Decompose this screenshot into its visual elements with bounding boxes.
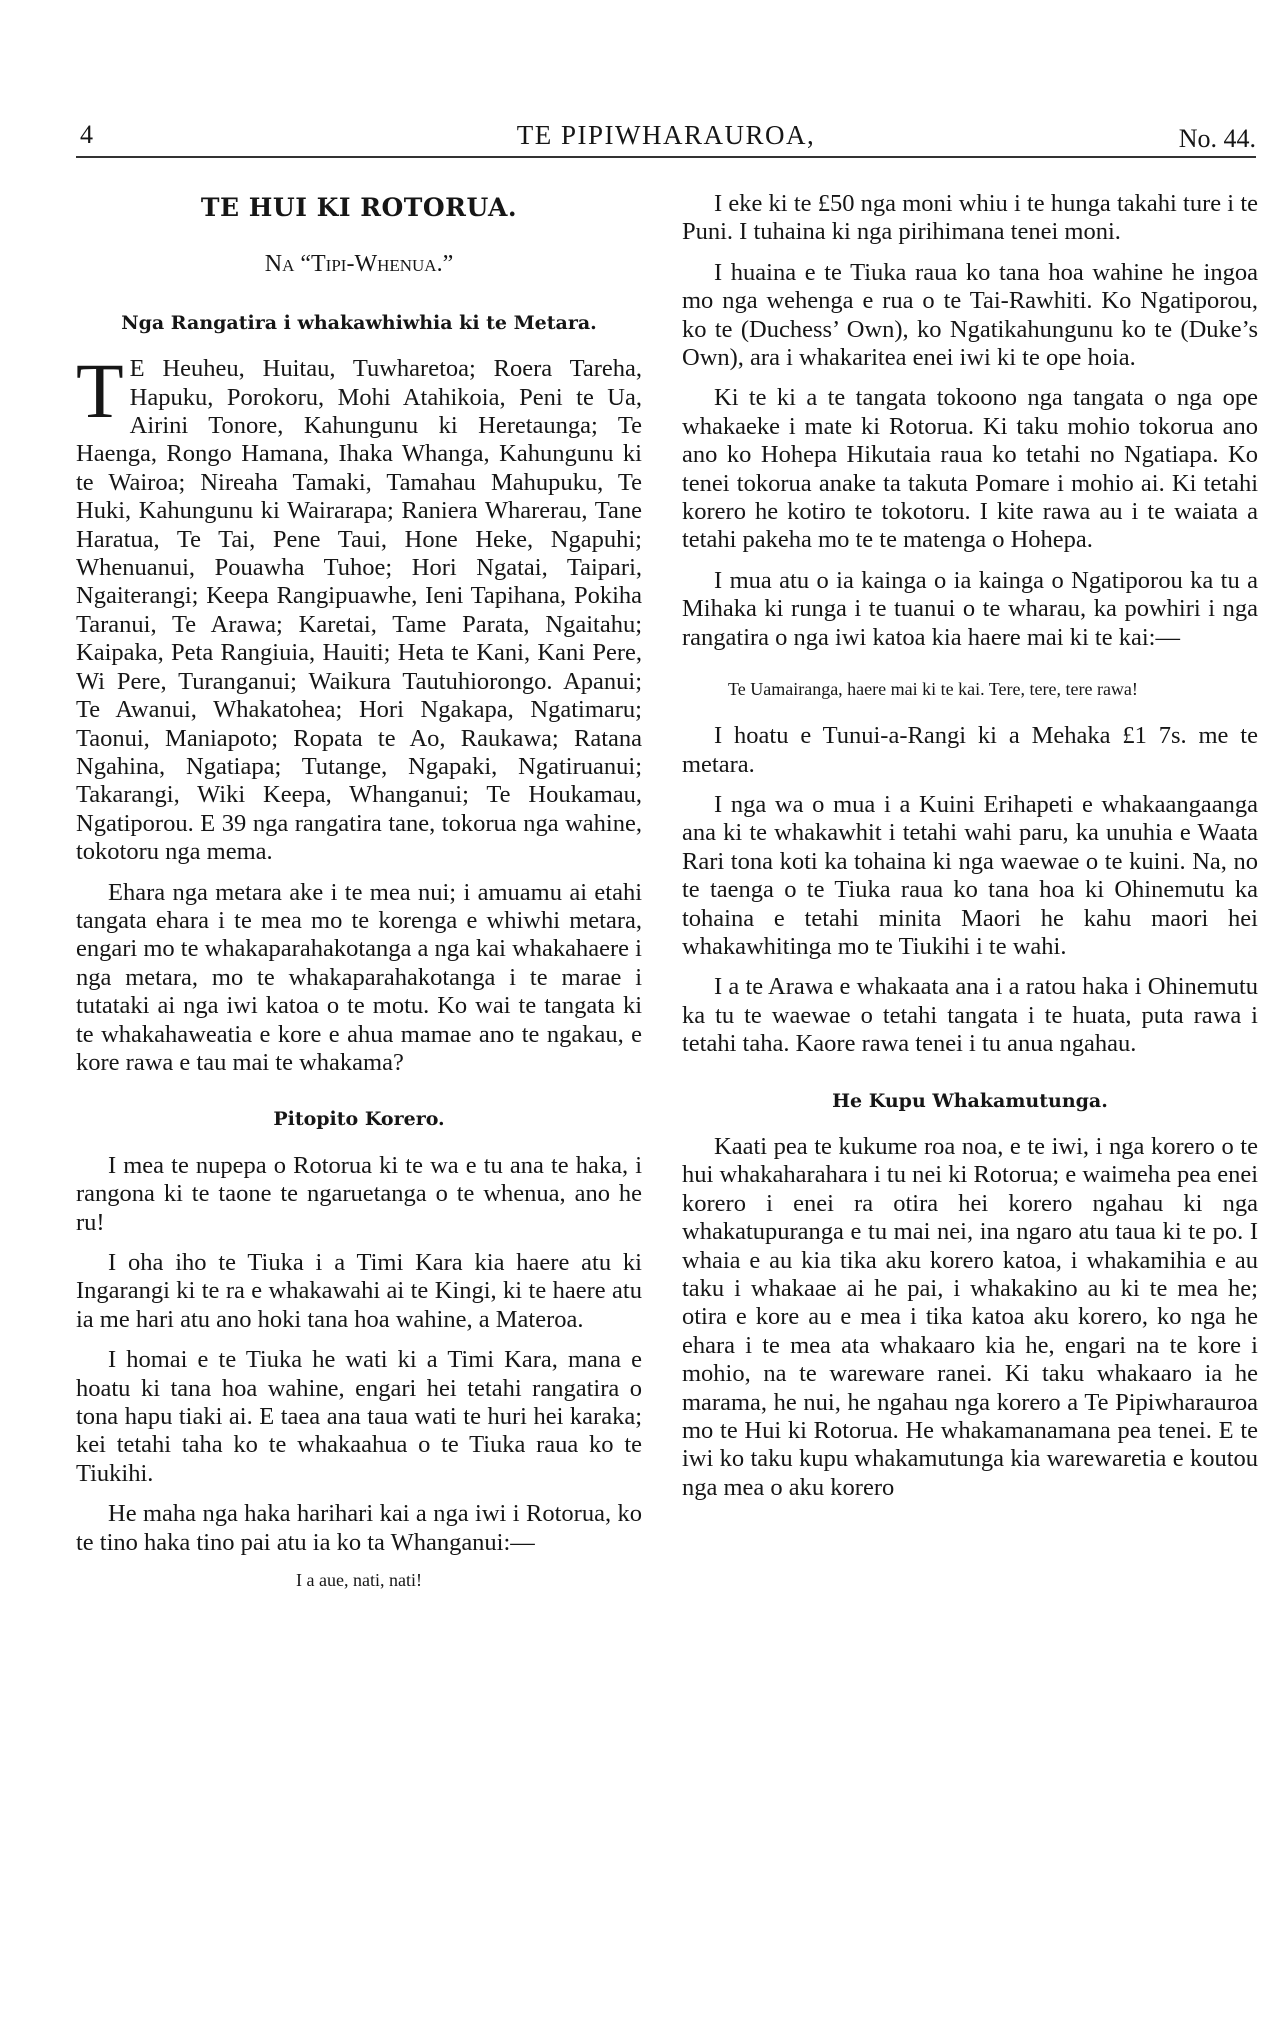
right-column — [682, 190, 1258, 1514]
paragraph: I mea te nupepa o Rotorua ki te wa e tu ana te haka, i rangona ki te taone te ngaruetanga o te whenua, ano he ru! — [76, 1151, 642, 1236]
left-column — [76, 188, 642, 1609]
drop-cap: T — [76, 347, 124, 435]
paragraph: I hoatu e Tunui-a-Rangi ki a Mehaka £1 7s. me te metara. — [682, 722, 1258, 778]
paragraph: Ki te ki a te tangata tokoono nga tangata o nga ope whakaeke i mate ki Rotorua. Ki taku mohio tokorua ano ano ko Hohepa Hikutaia raua ko tetahi no Ngatiapa. Ko tenei tokorua anake ta takuta Pomare i mohio ai. Ki tetahi korero he kotiro te tokotoru. I kite rawa au i te waiata a tetahi pakeha mo te te matenga o Hohepa. — [682, 384, 1258, 554]
paragraph: I huaina e te Tiuka raua ko tana hoa wahine he ingoa mo nga wehenga e rua o te Tai-Rawhiti. Ko Ngatiporou, ko te (Duchess’ Own), ko Ngatikahungunu ko te (Duke’s Own), ara i whakaritea enei iwi ki te ope hoia. — [682, 258, 1258, 372]
paragraph: He maha nga haka harihari kai a nga iwi i Rotorua, ko te tino haka tino pai atu ia ko ta Whanganui:— — [76, 1500, 642, 1556]
issue-number: No. 44. — [1178, 124, 1256, 153]
publication-title: TE PIPIWHARAUROA, — [516, 120, 816, 150]
subheading-news-items: Pitopito Korero. — [273, 1108, 445, 1131]
paragraph: Ehara nga metara ake i te mea nui; i amuamu ai etahi tangata ehara i te mea mo te korenga e whiwhi metara, engari mo te whakaparahakotanga a nga kai whakahaere i nga metara, mo te whakaparahakotanga i te marae i tutataki ai nga iwi katoa o te motu. Ko wai te tangata ki te whakahaweatia e kore e ahua mamae ano te ngakau, e kore rawa e tau mai te whakama? — [76, 878, 642, 1076]
paragraph: I homai e te Tiuka he wati ki a Timi Kara, mana e hoatu ki tana hoa wahine, engari hei tetahi rangatira o tona hapu tiaki ai. E taea ana taua wati te huri hei karaka; kei tetahi taha ko te whakaahua o te Tiuka raua ko te Tiukihi. — [76, 1346, 642, 1487]
page-number: 4 — [80, 120, 93, 149]
paragraph: I oha iho te Tiuka i a Timi Kara kia haere atu ki Ingarangi ki te ra e whakawahi ai te Kingi, ki te haere atu ia me hari atu ano hoki tana hoa wahine, a Materoa. — [76, 1249, 642, 1333]
article-title: TE HUI KI ROTORUA. — [200, 193, 518, 222]
paragraph: I mua atu o ia kainga o ia kainga o Ngatiporou ka tu a Mihaka ki runga i te tuanui o te wharau, ka powhiri i nga rangatira o nga iwi katoa kia haere mai ki te kai:— — [682, 566, 1258, 651]
paragraph: I a te Arawa e whakaata ana i a ratou haka i Ohinemutu ka tu te waewae o tetahi tangata i te huata, puta rawa i tetahi taha. Kaore rawa tenei i tu anua ngahau. — [682, 973, 1258, 1058]
subheading-medals: Nga Rangatira i whakawhiwhia ki te Metara. — [121, 311, 597, 334]
paragraph-text: E Heuheu, Huitau, Tuwharetoa; Roera Tareha, Hapuku, Porokoru, Mohi Atahikoia, Peni te Ua, Airini Tonore, Kahungunu ki Heretaunga; Te Haenga, Rongo Hamana, Ihaka Whanga, Kahungunu ki te Wairoa; Nireaha Tamaki, Tamahau Mahupuku, Te Huki, Kahungunu ki Wairarapa; Raniera Wharerau, Tane Haratua, Te Tai, Pene Taui, Hone Heke, Ngapuhi; Whenuanui, Pouawha Tuhoe; Hori Ngatai, Taipari, Ngaiterangi; Keepa Rangipuawhe, Ieni Tapihana, Pokiha Taranui, Te Arawa; Karetai, Tame Parata, Ngaitahu; Kaipaka, Peta Rangiuia, Hauiti; Heta te Kani, Kani Pere, Wi Pere, Turanganui; Waikura Tautuhiorongo. Apanui; Te Awanui, Whakatohea; Hori Ngakapa, Ngatimaru; Taonui, Maniapoto; Ropata te Ao, Raukawa; Ratana Ngahina, Ngatiapa; Tutange, Ngapaki, Ngatiruanui; Takarangi, Wiki Keepa, Whanganui; Te Houkamau, Ngatiporou. E 39 nga rangatira tane, tokorua nga wahine, tokotoru nga mema. — [76, 355, 642, 866]
paragraph: I eke ki te £50 nga moni whiu i te hunga takahi ture i te Puni. I tuhaina ki nga pirihimana tenei moni. — [682, 190, 1258, 246]
paragraph-medal-recipients — [76, 347, 642, 866]
verse-quote: Te Uamairanga, haere mai ki te kai. Tere, tere, tere rawa! — [728, 679, 1138, 700]
paragraph: I nga wa o mua i a Kuini Erihapeti e whakaangaanga ana ki te whakawhit i tetahi wahi paru, ka unuhia e Waata Rari tona koti ka tohaina ki nga waewae o te kuini. Na, no te taenga o te Tiuka raua ko tana hoa ki Ohinemutu ka tohaina e tetahi minita Maori he kahu maori hei whakawhitinga mo te Tiukihi i te wahi. — [682, 790, 1258, 960]
page-header — [76, 116, 1256, 158]
verse-quote: I a aue, nati, nati! — [296, 1570, 422, 1591]
subheading-closing-words: He Kupu Whakamutunga. — [832, 1089, 1108, 1112]
header-rule — [76, 156, 1256, 158]
byline: Na “Tipi-Whenua.” — [264, 251, 454, 278]
paragraph: Kaati pea te kukume roa noa, e te iwi, i nga korero o te hui whakaharahara i tu nei ki Rotorua; e waimeha pea enei korero i enei ra otira hei korero ngahau ki nga whakatupuranga e tu mai nei, ina ngaro atu taua ki te po. I whaia e au kia tika aku korero katoa, i whakamihia e au taku i whakaae ai he pai, i whakakino au ki te mea he; otira e kore au e mea i tika katoa aku korero, ko nga he ehara i te mea ata whakaaro kia he, engari na te kore i mohio, na te wareware ranei. Ki taku whakaaro ia he marama, he nui, he ngahau nga korero a Te Pipiwharauroa mo te Hui ki Rotorua. He whakamanamana pea tenei. E te iwi ko taku kupu whakamutunga kia warewaretia e koutou nga mea o aku korero — [682, 1132, 1258, 1501]
